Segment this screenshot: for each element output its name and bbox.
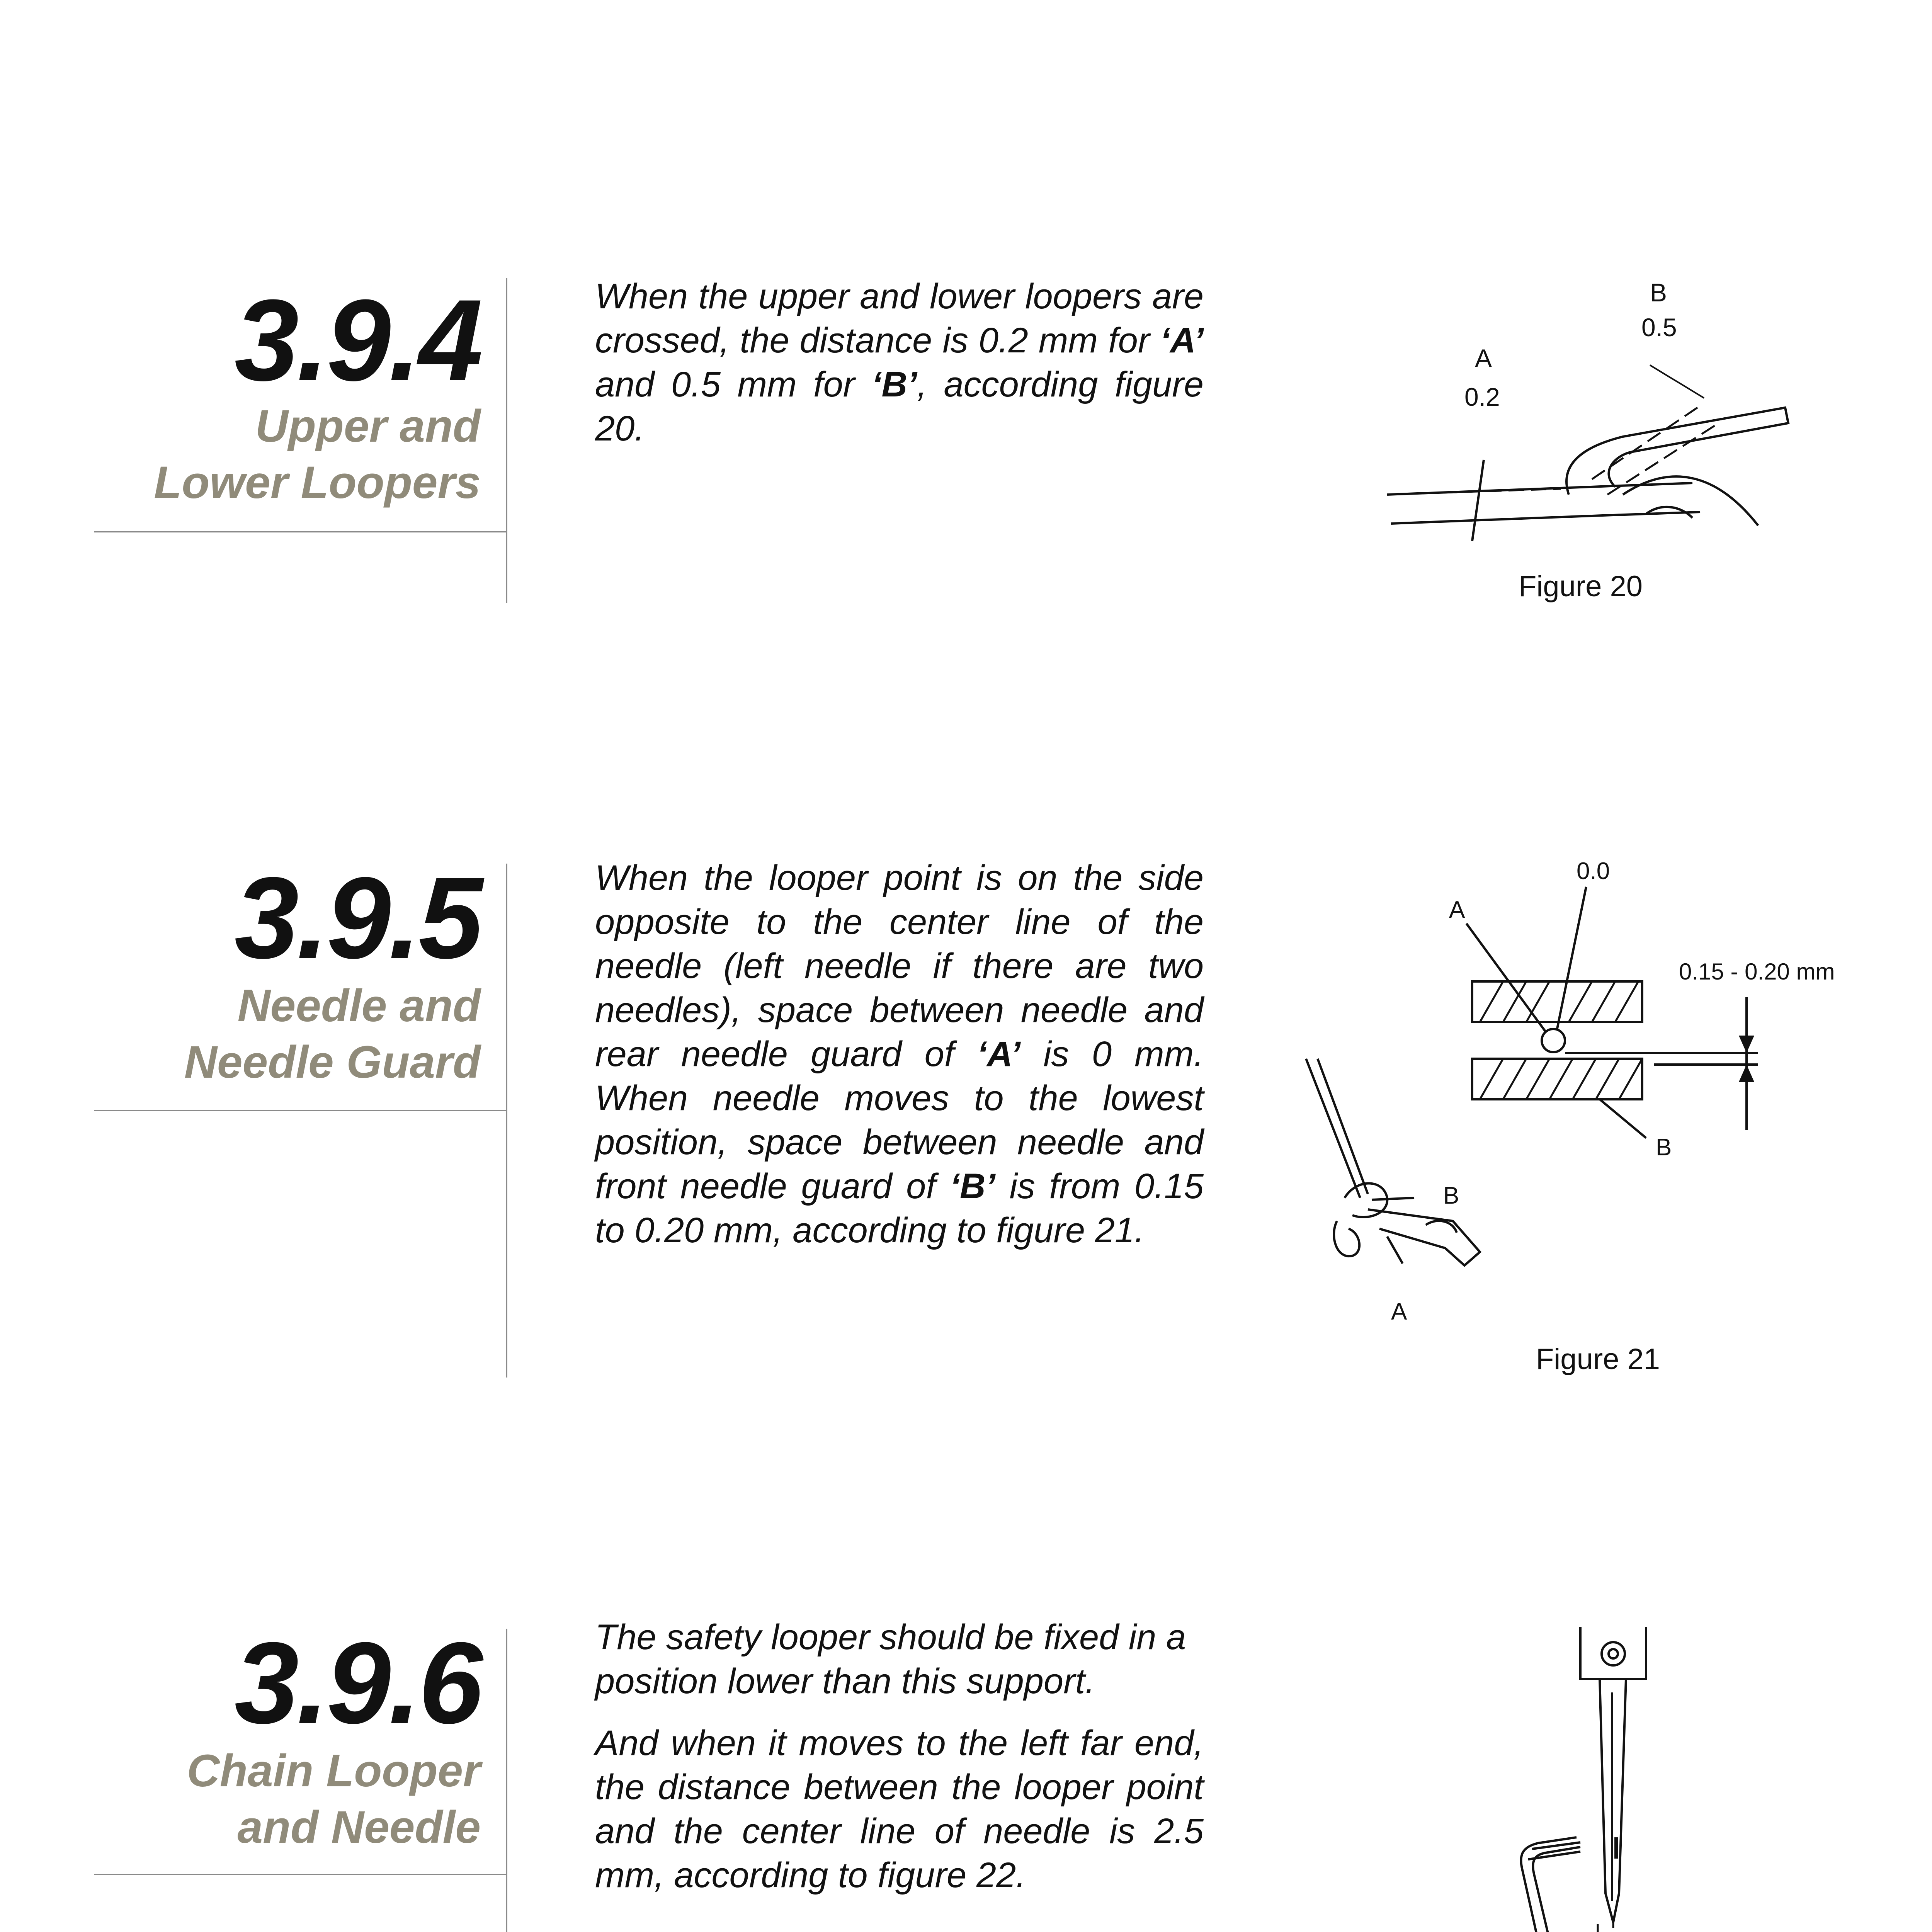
section-title-line: Chain Looper	[187, 1745, 481, 1796]
section-title-line: and Needle	[237, 1802, 481, 1853]
section-rule-vertical	[506, 278, 507, 603]
figure-value-b: 0.5	[1641, 313, 1677, 342]
figure-21-illustration	[1298, 850, 1901, 1337]
section-number: 3.9.6	[234, 1618, 481, 1748]
section-body-text: When the upper and lower loopers are crossed, the distance is 0.2 mm for ‘A’ and 0.5 mm for ‘B’, according figure 20.	[595, 277, 1204, 448]
section-divider	[94, 1110, 507, 1111]
figure-caption: Figure 20	[1519, 570, 1643, 603]
section-number: 3.9.4	[234, 275, 481, 405]
section-title-line: Needle and	[237, 980, 481, 1031]
figure-label-a-top: A	[1449, 896, 1465, 923]
section-body-text: When the looper point is on the side opposite to the center line of the needle (left needle if there are two needles), space between needle and rear needle guard of ‘A’ is 0 mm. When needle moves to the lowest position, space between needle and front needle guard of ‘B’ is from 0.15 to 0.20 mm, according to figure 21.	[595, 858, 1204, 1250]
figure-top-value: 0.0	[1577, 858, 1610, 884]
figure-label-b-small: B	[1443, 1182, 1459, 1209]
figure-20-illustration	[1376, 278, 1808, 549]
section-title-line: Upper and	[255, 401, 481, 452]
figure-label-a-small: A	[1391, 1298, 1407, 1325]
figure-22-illustration	[1453, 1623, 1685, 1932]
section-title-line: Lower Loopers	[154, 457, 481, 508]
figure-label-a: A	[1475, 344, 1492, 372]
figure-label-b: B	[1650, 278, 1667, 307]
section-body-text: The safety looper should be fixed in a position lower than this support. And when it moves to the left far end, the distance between the looper point and the center line of needle is 2.5 mm, according to figure 22.	[595, 1617, 1204, 1895]
figure-range-value: 0.15 - 0.20 mm	[1679, 959, 1835, 985]
section-number: 3.9.5	[234, 853, 481, 983]
section-divider	[94, 531, 507, 532]
section-rule-vertical	[506, 1629, 507, 1932]
section-divider	[94, 1874, 507, 1875]
section-title-line: Needle Guard	[184, 1037, 481, 1088]
figure-caption: Figure 21	[1536, 1343, 1660, 1376]
figure-label-b-right: B	[1656, 1134, 1672, 1161]
figure-value-a: 0.2	[1464, 383, 1500, 411]
section-rule-vertical	[506, 864, 507, 1378]
